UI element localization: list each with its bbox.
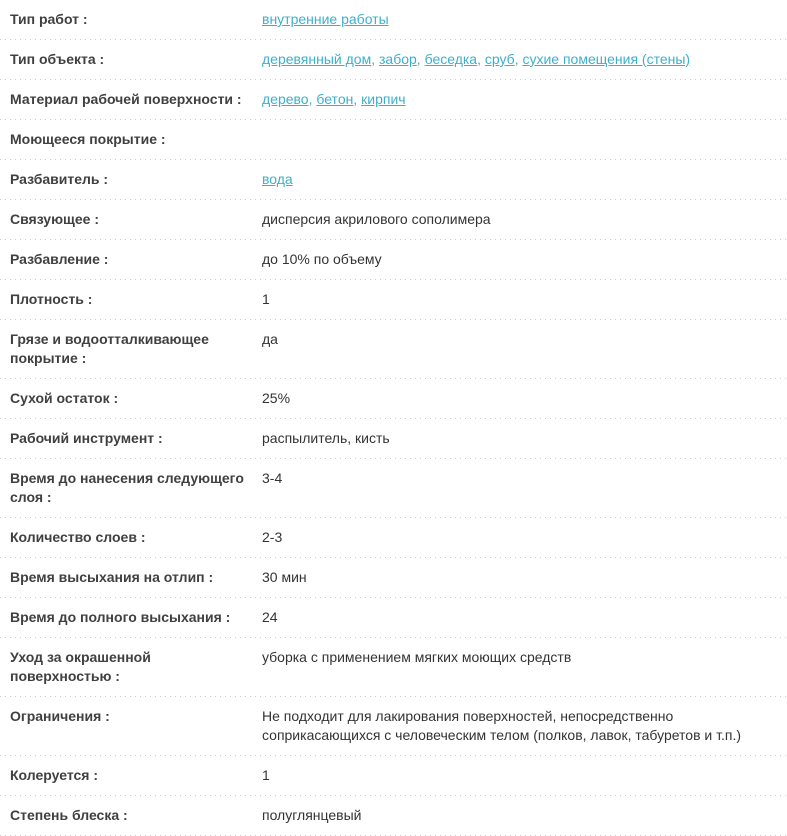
spec-row-label: Уход за окрашенной поверхностью : bbox=[10, 649, 151, 684]
spec-value-text: до 10% по объему bbox=[262, 251, 382, 267]
spec-value-text: 24 bbox=[262, 609, 278, 625]
spec-row-label: Ограничения : bbox=[10, 708, 110, 724]
spec-value-text: Не подходит для лакирования поверхностей, непосредственно соприкасающихся с человеческим телом (полков, лавок, табуретов и т.п.) bbox=[262, 708, 742, 743]
spec-row bbox=[0, 598, 787, 637]
spec-row bbox=[0, 200, 787, 239]
value-separator: , bbox=[514, 51, 523, 67]
spec-row-label: Колеруется : bbox=[10, 767, 98, 783]
spec-row bbox=[0, 120, 787, 159]
spec-row-value bbox=[262, 90, 777, 109]
value-separator: , bbox=[477, 51, 485, 67]
spec-row-value bbox=[262, 707, 777, 745]
value-separator: , bbox=[416, 51, 425, 67]
spec-value-text: распылитель, кисть bbox=[262, 430, 390, 446]
spec-row-value bbox=[262, 568, 777, 587]
spec-value-text: дисперсия акрилового сополимера bbox=[262, 211, 491, 227]
spec-row-label: Время до нанесения следующего слоя : bbox=[10, 470, 244, 505]
spec-row bbox=[0, 638, 787, 696]
spec-row-value bbox=[262, 429, 777, 448]
spec-row bbox=[0, 756, 787, 795]
spec-row-label: Грязе и водоотталкивающее покрытие : bbox=[10, 331, 209, 366]
spec-row-value bbox=[262, 210, 777, 229]
spec-row-value bbox=[262, 10, 777, 29]
spec-row-label: Разбавитель : bbox=[10, 171, 109, 187]
spec-row-label: Тип работ : bbox=[10, 11, 88, 27]
spec-row bbox=[0, 558, 787, 597]
spec-row bbox=[0, 40, 787, 79]
spec-row-value bbox=[262, 766, 777, 785]
spec-value-text: полуглянцевый bbox=[262, 807, 362, 823]
spec-row bbox=[0, 0, 787, 39]
spec-row-label: Рабочий инструмент : bbox=[10, 430, 163, 446]
spec-row-value bbox=[262, 170, 777, 189]
spec-row-value bbox=[262, 389, 777, 408]
spec-value-link[interactable]: бетон bbox=[316, 91, 354, 107]
spec-row-label: Время высыхания на отлип : bbox=[10, 569, 214, 585]
spec-value-link[interactable]: деревянный дом bbox=[262, 51, 372, 67]
spec-value-link[interactable]: кирпич bbox=[361, 91, 406, 107]
spec-value-link[interactable]: вода bbox=[262, 171, 293, 187]
spec-value-text: 1 bbox=[262, 767, 270, 783]
spec-row-label: Плотность : bbox=[10, 291, 93, 307]
spec-row bbox=[0, 280, 787, 319]
spec-row bbox=[0, 160, 787, 199]
spec-value-link[interactable]: забор bbox=[379, 51, 417, 67]
spec-row-label: Степень блеска : bbox=[10, 807, 128, 823]
spec-value-link[interactable]: дерево bbox=[262, 91, 309, 107]
spec-value-link[interactable]: сухие помещения (стены) bbox=[522, 51, 691, 67]
spec-row-value bbox=[262, 648, 777, 667]
spec-row-label: Сухой остаток : bbox=[10, 390, 119, 406]
spec-row-value bbox=[262, 528, 777, 547]
spec-row-label: Время до полного высыхания : bbox=[10, 609, 231, 625]
spec-row bbox=[0, 419, 787, 458]
spec-row bbox=[0, 240, 787, 279]
spec-row-label: Материал рабочей поверхности : bbox=[10, 91, 242, 107]
spec-row bbox=[0, 518, 787, 557]
spec-row-value bbox=[262, 50, 777, 69]
value-separator: , bbox=[371, 51, 379, 67]
spec-row bbox=[0, 320, 787, 378]
spec-row bbox=[0, 459, 787, 517]
spec-row-label: Моющееся покрытие : bbox=[10, 131, 166, 147]
spec-row-label: Тип объекта : bbox=[10, 51, 105, 67]
spec-row bbox=[0, 379, 787, 418]
spec-value-text: 3-4 bbox=[262, 470, 283, 486]
spec-row bbox=[0, 796, 787, 835]
spec-value-text: 25% bbox=[262, 390, 291, 406]
spec-row-label: Разбавление : bbox=[10, 251, 109, 267]
spec-row bbox=[0, 697, 787, 755]
spec-value-link[interactable]: беседка bbox=[424, 51, 478, 67]
value-separator: , bbox=[353, 91, 362, 107]
spec-value-link[interactable]: сруб bbox=[484, 51, 515, 67]
spec-row-value bbox=[262, 608, 777, 627]
spec-row-value bbox=[262, 250, 777, 269]
spec-row bbox=[0, 80, 787, 119]
spec-row-label: Связующее : bbox=[10, 211, 99, 227]
spec-row-value bbox=[262, 469, 777, 488]
spec-value-text: уборка с применением мягких моющих средств bbox=[262, 649, 572, 665]
spec-value-text: 1 bbox=[262, 291, 270, 307]
spec-value-text: да bbox=[262, 331, 278, 347]
spec-row-value bbox=[262, 290, 777, 309]
spec-value-text: 2-3 bbox=[262, 529, 283, 545]
spec-row-label: Количество слоев : bbox=[10, 529, 146, 545]
spec-row-value bbox=[262, 806, 777, 825]
spec-value-text: 30 мин bbox=[262, 569, 307, 585]
spec-row-value bbox=[262, 330, 777, 349]
value-separator: , bbox=[308, 91, 317, 107]
spec-value-link[interactable]: внутренние работы bbox=[262, 11, 389, 27]
